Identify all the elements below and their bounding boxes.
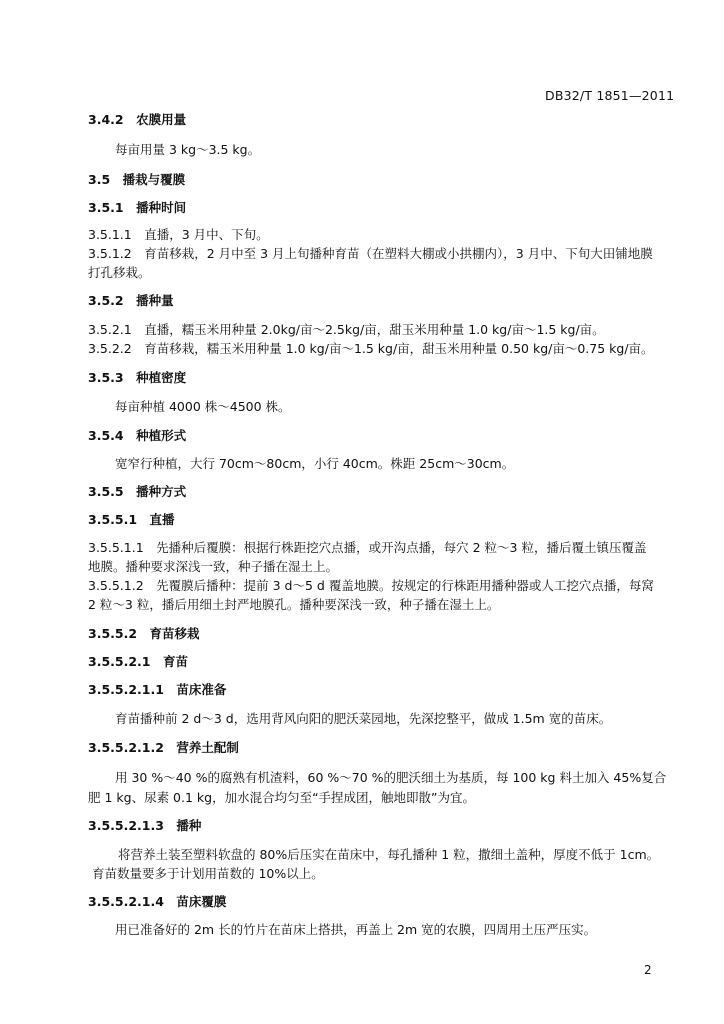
document-code: DB32/T 1851—2011	[545, 88, 675, 103]
paragraph: 育苗播种前 2 d～3 d，选用背风向阳的肥沃菜园地，先深挖整平，做成 1.5m 宽的苗床。	[115, 711, 612, 726]
paragraph: 每亩用量 3 kg～3.5 kg。	[115, 142, 261, 157]
heading-3-5-3: 3.5.3 种植密度	[88, 370, 187, 385]
heading-3-5-5-2-1-3: 3.5.5.2.1.3 播种	[88, 818, 202, 833]
heading-3-4-2: 3.4.2 农膜用量	[88, 112, 187, 127]
heading-3-5-5-2-1: 3.5.5.2.1 育苗	[88, 654, 188, 669]
heading-3-5-5-2: 3.5.5.2 育苗移栽	[88, 626, 200, 641]
paragraph: 3.5.2.1 直播，糯玉米用种量 2.0kg/亩～2.5kg/亩，甜玉米用种量 1.0 kg/亩～1.5 kg/亩。	[88, 322, 605, 337]
paragraph: 肥 1 kg、尿素 0.1 kg，加水混合均匀至“手捏成团，触地即散”为宜。	[88, 790, 476, 805]
heading-3-5-5: 3.5.5 播种方式	[88, 484, 187, 499]
paragraph: 3.5.2.2 育苗移栽，糯玉米用种量 1.0 kg/亩～1.5 kg/亩，甜玉米用种量 0.50 kg/亩～0.75 kg/亩。	[88, 341, 654, 356]
paragraph: 用 30 %～40 %的腐熟有机渣料，60 %～70 %的肥沃细土为基质，每 100 kg 料土加入 45%复合	[115, 770, 667, 785]
paragraph: 地膜。播种要求深浅一致，种子播在湿土上。	[88, 559, 339, 574]
heading-3-5: 3.5 播栽与覆膜	[88, 172, 186, 187]
heading-3-5-5-2-1-1: 3.5.5.2.1.1 苗床准备	[88, 682, 227, 697]
paragraph: 3.5.5.1.1 先播种后覆膜：根据行株距挖穴点播，或开沟点播，每穴 2 粒～3 粒，播后覆土镇压覆盖	[88, 540, 647, 555]
heading-3-5-2: 3.5.2 播种量	[88, 293, 174, 308]
paragraph: 2 粒～3 粒，播后用细土封严地膜孔。播种要深浅一致，种子播在湿土上。	[88, 597, 500, 612]
paragraph: 育苗数量要多于计划用苗数的 10%以上。	[92, 866, 324, 881]
paragraph: 宽窄行种植，大行 70cm～80cm，小行 40cm。株距 25cm～30cm。	[115, 456, 515, 471]
heading-3-5-4: 3.5.4 种植形式	[88, 428, 187, 443]
heading-3-5-5-1: 3.5.5.1 直播	[88, 512, 175, 527]
heading-3-5-5-2-1-4: 3.5.5.2.1.4 苗床覆膜	[88, 894, 227, 909]
heading-3-5-5-2-1-2: 3.5.5.2.1.2 营养土配制	[88, 740, 239, 755]
page-number: 2	[644, 963, 652, 977]
paragraph: 将营养土装至塑料软盘的 80%后压实在苗床中，每孔播种 1 粒，撒细土盖种，厚度不低于 1cm。	[118, 847, 660, 862]
paragraph: 3.5.1.2 育苗移栽，2 月中至 3 月上旬播种育苗（在塑料大棚或小拱棚内），3 月中、下旬大田铺地膜	[88, 246, 653, 261]
paragraph: 每亩种植 4000 株～4500 株。	[115, 399, 291, 414]
paragraph: 用已准备好的 2m 长的竹片在苗床上搭拱，再盖上 2m 宽的农膜，四周用土压严压实。	[115, 922, 597, 937]
paragraph: 3.5.5.1.2 先覆膜后播种：提前 3 d～5 d 覆盖地膜。按规定的行株距用播种器或人工挖穴点播，每窝	[88, 578, 654, 593]
heading-3-5-1: 3.5.1 播种时间	[88, 200, 187, 215]
paragraph: 打孔移栽。	[88, 265, 151, 280]
paragraph: 3.5.1.1 直播，3 月中、下旬。	[88, 227, 269, 242]
